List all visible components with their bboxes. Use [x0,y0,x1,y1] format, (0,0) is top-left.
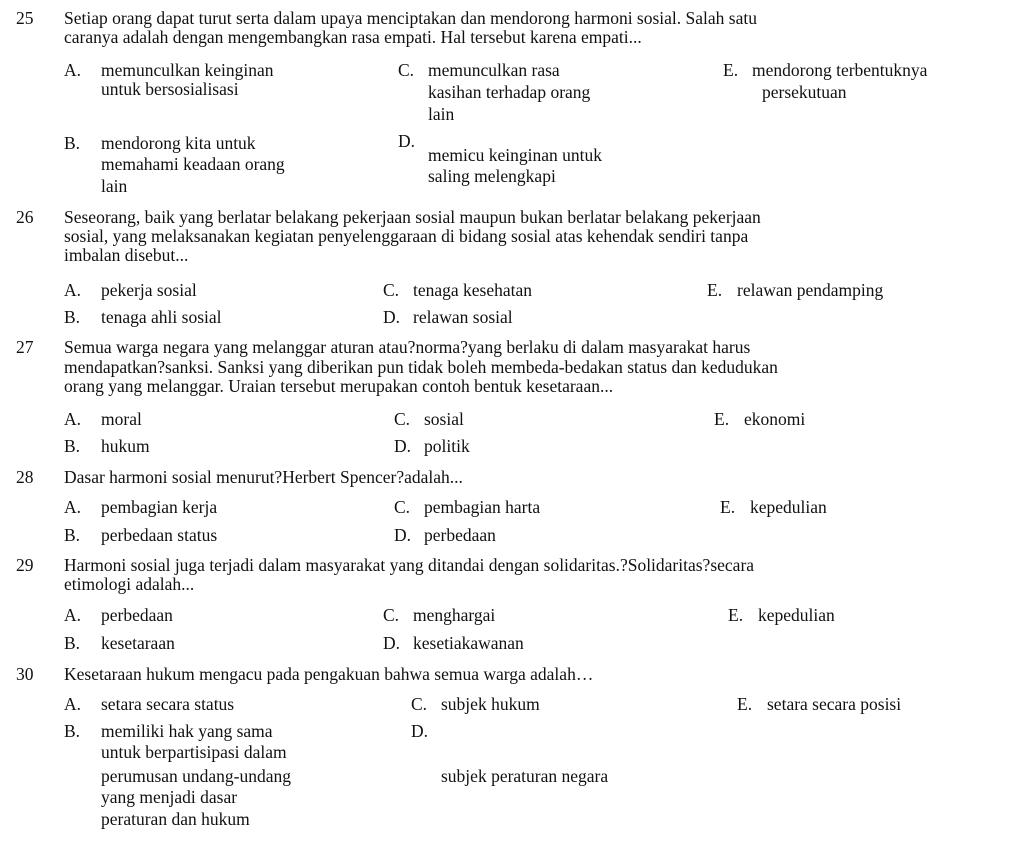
option-text: setara secara posisi [767,694,902,714]
option-label: D. [383,633,401,653]
option-label: A. [64,605,82,625]
option-label: E. [728,605,744,625]
option-label: C. [383,280,400,300]
option-label: D. [411,721,429,741]
option-text: tenaga kesehatan [413,280,533,300]
option-text-line: saling melengkapi [428,166,556,186]
option-text: subjek hukum [441,694,540,714]
question-number: 25 [16,8,34,28]
option-text: pembagian kerja [101,497,218,517]
option-label: C. [383,605,400,625]
option-text: sosial [424,409,464,429]
question-stem-line: etimologi adalah... [64,574,195,594]
option-text-line: memahami keadaan orang [101,154,285,174]
option-text-line: perumusan undang-undang [101,766,292,786]
question-stem-line: caranya adalah dengan mengembangkan rasa empati. Hal tersebut karena empati... [64,27,642,47]
option-text: kesetiakawanan [413,633,524,653]
option-label: B. [64,525,81,545]
option-text: politik [424,436,470,456]
question-number: 30 [16,664,34,684]
question-stem-line: Dasar harmoni sosial menurut?Herbert Spencer?adalah... [64,467,463,487]
option-text: ekonomi [744,409,806,429]
option-label: E. [720,497,736,517]
question-number: 27 [16,337,34,357]
option-text: kepedulian [758,605,835,625]
option-text-line: persekutuan [762,82,847,102]
option-label: A. [64,280,82,300]
option-text: perbedaan [424,525,496,545]
option-text: setara secara status [101,694,235,714]
option-text: subjek peraturan negara [441,766,609,786]
question-number: 29 [16,555,34,575]
option-label: D. [398,131,416,151]
option-text-line: memiliki hak yang sama [101,721,273,741]
option-label: B. [64,133,81,153]
question-stem-line: Semua warga negara yang melanggar aturan atau?norma?yang berlaku di dalam masyarakat harus [64,337,751,357]
question-stem-line: Harmoni sosial juga terjadi dalam masyarakat yang ditandai dengan solidaritas.?Solidaritas?secara [64,555,755,575]
option-text: pembagian harta [424,497,541,517]
option-text: relawan pendamping [737,280,884,300]
option-text: kesetaraan [101,633,175,653]
question-stem-line: Setiap orang dapat turut serta dalam upaya menciptakan dan mendorong harmoni sosial. Salah satu [64,8,757,28]
option-text-line: memunculkan keinginan [101,60,274,80]
option-label: A. [64,694,82,714]
question-stem-line: mendapatkan?sanksi. Sanksi yang diberikan pun tidak boleh membeda-bedakan status dan kedudukan [64,357,778,377]
question-stem-line: sosial, yang melaksanakan kegiatan penyelenggaraan di bidang sosial atas kehendak sendiri tanpa [64,226,749,246]
option-label: D. [394,525,412,545]
option-text: perbedaan status [101,525,218,545]
option-label: B. [64,307,81,327]
option-label: A. [64,497,82,517]
option-text-line: memunculkan rasa [428,60,560,80]
option-label: B. [64,633,81,653]
option-text: perbedaan [101,605,173,625]
option-text-line: mendorong kita untuk [101,133,256,153]
question-stem-line: orang yang melanggar. Uraian tersebut merupakan contoh bentuk kesetaraan... [64,376,614,396]
option-text-line: memicu keinginan untuk [428,145,602,165]
option-text-line: mendorong terbentuknya [752,60,928,80]
option-text: pekerja sosial [101,280,197,300]
option-label: C. [394,409,411,429]
option-label: D. [394,436,412,456]
option-text: tenaga ahli sosial [101,307,222,327]
option-text-line: kasihan terhadap orang [428,82,591,102]
option-label: E. [723,60,739,80]
option-text: relawan sosial [413,307,513,327]
option-text: kepedulian [750,497,827,517]
option-label: E. [707,280,723,300]
option-text: moral [101,409,142,429]
option-text-line: lain [428,104,455,124]
option-label: C. [398,60,415,80]
option-text-line: untuk berpartisipasi dalam [101,742,287,762]
option-label: D. [383,307,401,327]
question-stem-line: Kesetaraan hukum mengacu pada pengakuan bahwa semua warga adalah… [64,664,594,684]
question-number: 28 [16,467,34,487]
option-text-line: lain [101,176,128,196]
option-label: B. [64,436,81,456]
option-text: menghargai [413,605,496,625]
option-label: A. [64,409,82,429]
option-label: E. [714,409,730,429]
option-text-line: untuk bersosialisasi [101,79,239,99]
question-stem-line: imbalan disebut... [64,245,189,265]
option-label: B. [64,721,81,741]
option-label: A. [64,60,82,80]
question-stem-line: Seseorang, baik yang berlatar belakang pekerjaan sosial maupun bukan berlatar belakang pekerjaan [64,207,761,227]
option-label: E. [737,694,753,714]
option-text: hukum [101,436,150,456]
option-text-line: yang menjadi dasar [101,787,238,807]
option-label: C. [411,694,428,714]
option-text-line: peraturan dan hukum [101,809,250,829]
option-label: C. [394,497,411,517]
question-number: 26 [16,207,34,227]
